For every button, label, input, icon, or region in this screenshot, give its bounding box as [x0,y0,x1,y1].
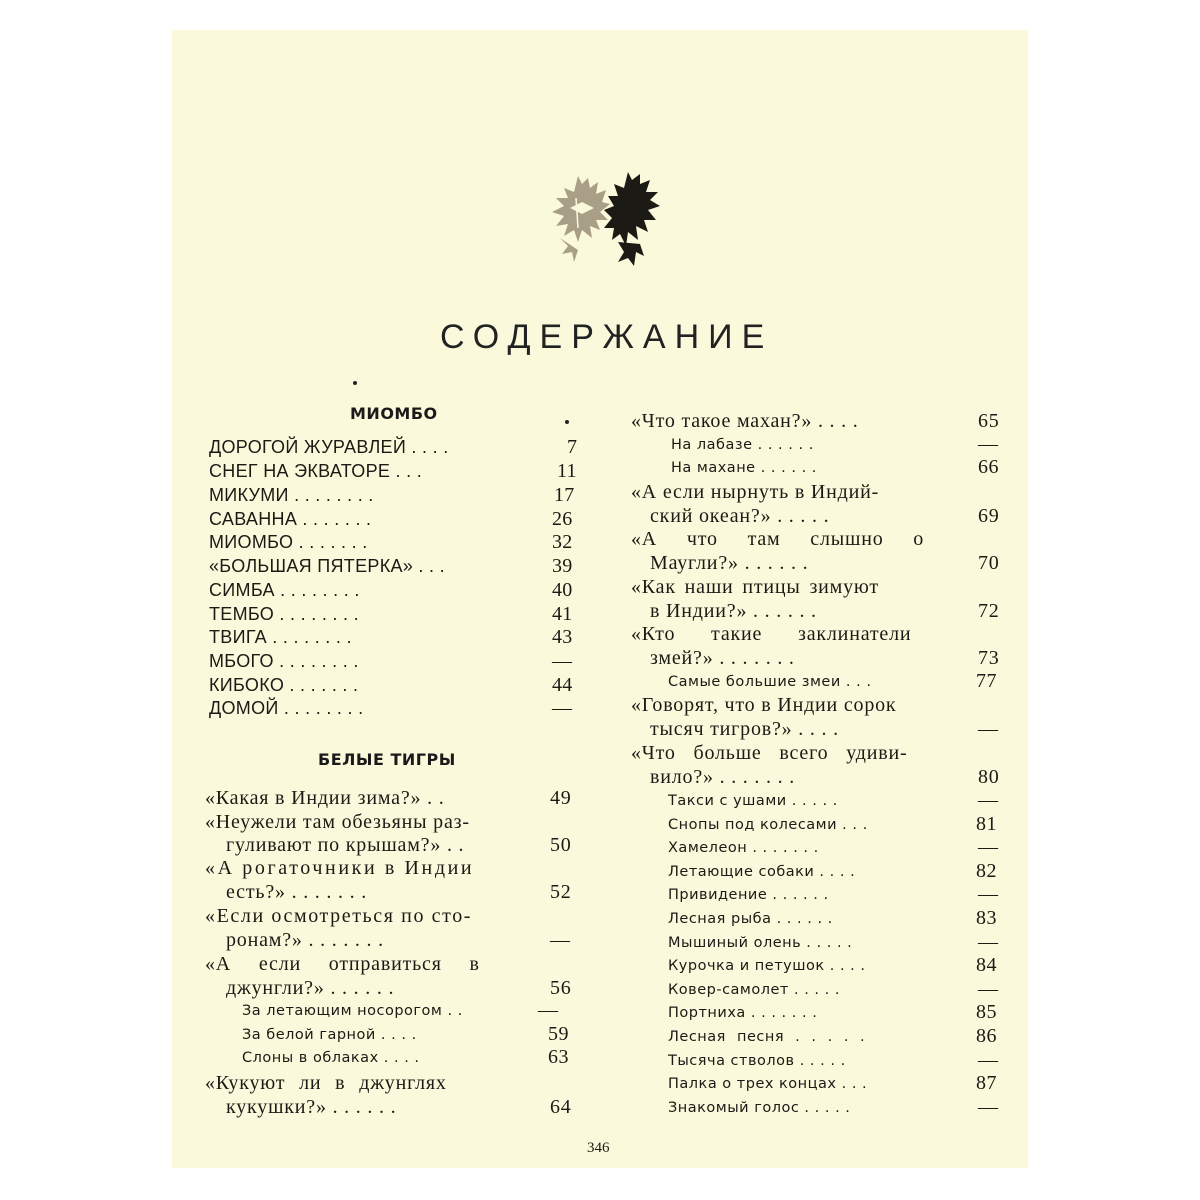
entry-page: 49 [550,787,572,809]
entry-title: вило?» . . . . . . . [650,766,796,788]
entry-title: змей?» . . . . . . . [650,647,795,669]
entry-title: МБОГО . . . . . . . . [209,651,359,671]
entry-title: ТВИГА . . . . . . . . [209,627,352,647]
entry-page: 70 [978,552,1000,574]
entry-page: 63 [548,1046,569,1068]
entry-title: Знакомый голос . . . . . [668,1100,851,1116]
entry-page: 80 [978,766,1000,788]
entry-title: «А если нырнуть в Индий- [631,481,880,503]
entry-title: Снопы под колесами . . . [668,817,868,833]
entry-page: 26 [552,508,573,530]
entry-title: в Индии?» . . . . . . [650,600,817,622]
entry-page: 59 [548,1023,569,1045]
entry-page: — [978,789,999,811]
entry-title: Хамелеон . . . . . . . [668,840,819,856]
entry-page: — [978,433,999,455]
entry-page: — [978,836,999,858]
ink-dot [353,381,357,385]
entry-title: За белой гарной . . . . [242,1027,417,1043]
entry-title: КИБОКО . . . . . . . [209,675,359,695]
entry-title: «Говорят, что в Индии сорок [631,694,897,716]
entry-page: — [550,929,571,951]
entry-title: МИОМБО . . . . . . . [209,532,368,552]
entry-title: Маугли?» . . . . . . [650,552,809,574]
entry-page: 86 [976,1025,997,1047]
entry-title: тысяч тигров?» . . . . [650,718,839,740]
entry-title: «Кукуют ли в джунглях [205,1072,447,1094]
entry-title: «БОЛЬШАЯ ПЯТЕРКА» . . . [209,556,445,576]
entry-page: 11 [557,460,577,482]
entry-page: 69 [978,505,1000,527]
entry-page: 87 [976,1072,997,1094]
entry-page: 39 [552,555,573,577]
entry-page: 77 [976,670,997,692]
entry-page: 83 [976,907,997,929]
entry-page: — [978,883,999,905]
entry-title: СНЕГ НА ЭКВАТОРЕ . . . [209,461,422,481]
entry-page: — [978,718,999,740]
entry-page: 73 [978,647,1000,669]
entry-title: гуливают по крышам?» . . [226,834,465,856]
entry-title: Портниха . . . . . . . [668,1005,818,1021]
entry-title: Палка о трех концах . . . [668,1076,868,1092]
entry-page: 82 [976,860,997,882]
entry-page: 64 [550,1096,572,1118]
entry-title: Лесная рыба . . . . . . [668,911,833,927]
entry-title: «Что такое махан?» . . . . [631,410,859,432]
entry-title: Лесная песня . . . . . [668,1029,866,1045]
entry-page: 40 [552,579,573,601]
entry-page: — [978,978,999,1000]
entry-page: 81 [976,813,997,835]
page-title: СОДЕРЖАНИЕ [440,318,774,356]
entry-title: «Какая в Индии зима?» . . [205,787,445,809]
entry-page: — [978,931,999,953]
entry-title: Привидение . . . . . . [668,887,829,903]
entry-title: «Что больше всего удиви- [631,742,908,764]
entry-page: 56 [550,977,572,999]
entry-page: — [978,1049,999,1071]
entry-page: — [538,999,559,1021]
entry-page: — [552,697,573,719]
entry-title: «А если отправиться в [205,953,480,975]
entry-title: джунгли?» . . . . . . [226,977,395,999]
entry-title: На махане . . . . . . [671,460,817,476]
entry-title: «Если осмотреться по сто- [205,905,473,927]
entry-title: Мышиный олень . . . . . [668,935,853,951]
entry-title: Тысяча стволов . . . . . [668,1053,846,1069]
entry-title: «Неужели там обезьяны раз- [205,811,470,833]
entry-title: Слоны в облаках . . . . [242,1050,420,1066]
entry-page: 44 [552,674,573,696]
entry-title: МИКУМИ . . . . . . . . [209,485,374,505]
entry-page: 32 [552,531,573,553]
pine-branch-ornament-icon [548,168,668,268]
entry-title: ронам?» . . . . . . . [226,929,384,951]
entry-page: 84 [976,954,997,976]
entry-page: 17 [554,484,575,506]
ink-dot [565,420,569,424]
entry-page: 52 [550,881,572,903]
section-heading-miombo: МИОМБО [350,404,438,423]
entry-title: Летающие собаки . . . . [668,864,856,880]
entry-page: — [978,1096,999,1118]
entry-title: Ковер-самолет . . . . . [668,982,840,998]
section-heading-white-tigers: БЕЛЫЕ ТИГРЫ [318,750,456,769]
entry-title: Самые большие змеи . . . [668,674,872,690]
entry-title: есть?» . . . . . . . [226,881,367,903]
entry-page: 43 [552,626,573,648]
entry-page: — [552,650,573,672]
entry-page: 85 [976,1001,997,1023]
entry-page: 66 [978,456,999,478]
entry-title: «Кто такие заклинатели [631,623,912,645]
entry-title: ДОМОЙ . . . . . . . . [209,698,364,718]
entry-title: ский океан?» . . . . . [650,505,830,527]
entry-page: 50 [550,834,572,856]
entry-title: За летающим носорогом . . [242,1003,463,1019]
entry-title: На лабазе . . . . . . [671,437,814,453]
entry-page: 72 [978,600,1000,622]
entry-page: 41 [552,603,573,625]
entry-title: Такси с ушами . . . . . [668,793,838,809]
page-number: 346 [587,1140,610,1156]
entry-title: «А что там слышно о [631,528,925,550]
entry-title: ДОРОГОЙ ЖУРАВЛЕЙ . . . . [209,437,449,457]
entry-page: 65 [978,410,1000,432]
entry-title: СИМБА . . . . . . . . [209,580,360,600]
entry-title: «Как наши птицы зимуют [631,576,879,598]
entry-title: кукушки?» . . . . . . [226,1096,397,1118]
entry-title: «А рогаточники в Индии [205,857,475,879]
entry-page: 7 [567,436,578,458]
entry-title: ТЕМБО . . . . . . . . [209,604,359,624]
entry-title: Курочка и петушок . . . . [668,958,866,974]
entry-title: САВАННА . . . . . . . [209,509,372,529]
